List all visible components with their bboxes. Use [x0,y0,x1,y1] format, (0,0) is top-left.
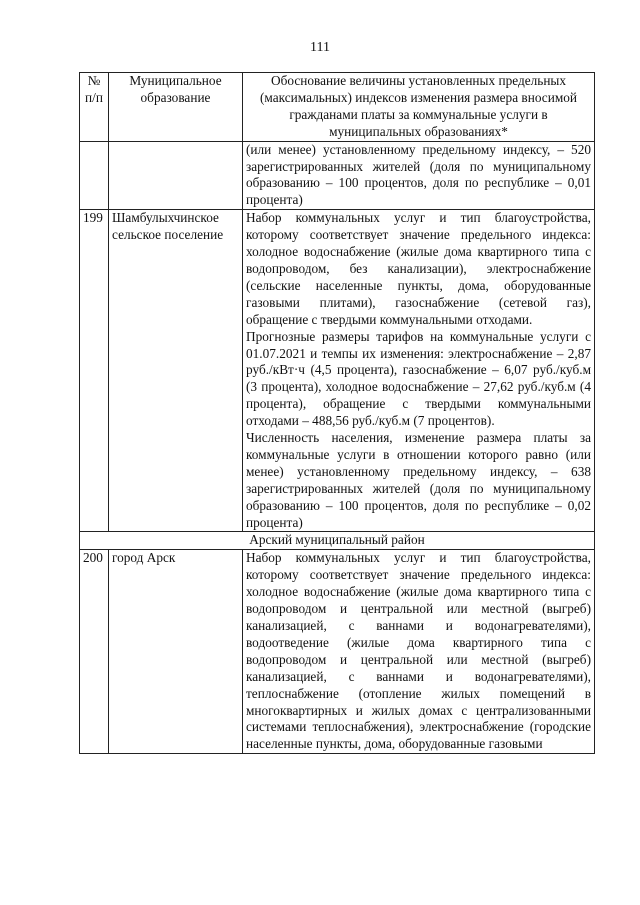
row-justification [243,141,595,210]
district-name: Арский муниципальный район [80,532,595,550]
justification-paragraph: Набор коммунальных услуг и тип благоустройства, которому соответствует значение предельного индекса: холодное водоснабжение (жилые дома квартирного типа с водопроводом и центральной или местной (выгреб) канализацией, с ваннами и водонагревателями), водоотведение (жилые дома квартирного типа с водопроводом и центральной или местной (выгреб) канализацией, с ваннами и водонагревателями), теплоснабжение (отопление жилых помещений в многоквартирных и жилых домах с централизованными системами теплоснабжения), электроснабжение (городские населенные пункты, дома, оборудованные газовыми [246,550,591,752]
row-justification [243,210,595,532]
justification-paragraph: (или менее) установленному предельному индексу, – 520 зарегистрированных жителей (доля по муниципальному образованию – 100 процентов, доля по республике – 0,01 процента) [246,141,591,208]
row-municipality: город Арск [109,550,243,754]
row-num: 199 [80,210,109,532]
justification-paragraph: Прогнозные размеры тарифов на коммунальные услуги с 01.07.2021 и темпы их изменения: электроснабжение – 2,87 руб./кВт·ч (4,5 процента), газоснабжение – 6,07 руб./куб.м (3 процента), холодное водоснабжение – 27,62 руб./куб.м (4 процента), обращение с твердыми коммунальными отходами – 488,56 руб./куб.м (7 процентов). [246,328,591,429]
row-justification [243,550,595,754]
row-num [80,141,109,210]
row-municipality: Шамбулыхчинское сельское поселение [109,210,243,532]
justification-paragraph: Численность населения, изменение размера платы за коммунальные услуги в отношении которого равно (или менее) установленному предельному индексу, – 638 зарегистрированных жителей (доля по муниципальному образованию – 100 процентов, доля по республике – 0,02 процента) [246,430,591,530]
row-municipality [109,141,243,210]
table-row [80,210,595,532]
tariff-table [79,72,595,754]
row-num: 200 [80,550,109,754]
header-municipality: Муниципальное образование [109,73,243,142]
table-row [80,141,595,210]
district-row [80,532,595,550]
header-num: № п/п [80,73,109,142]
table-row [80,550,595,754]
justification-paragraph: Набор коммунальных услуг и тип благоустройства, которому соответствует значение предельного индекса: холодное водоснабжение (жилые дома квартирного типа с водопроводом, без канализации), электроснабжение (сельские населенные пункты, дома, оборудованные газовыми плитами), газоснабжение (сетевой газ), обращение с твердыми коммунальными отходами. [246,210,591,327]
header-justification: Обоснование величины установленных предельных (максимальных) индексов изменения размера вносимой гражданами платы за коммунальные услуги в муниципальных образованиях* [243,73,595,142]
page-number: 111 [310,40,330,55]
table-header-row [80,73,595,142]
